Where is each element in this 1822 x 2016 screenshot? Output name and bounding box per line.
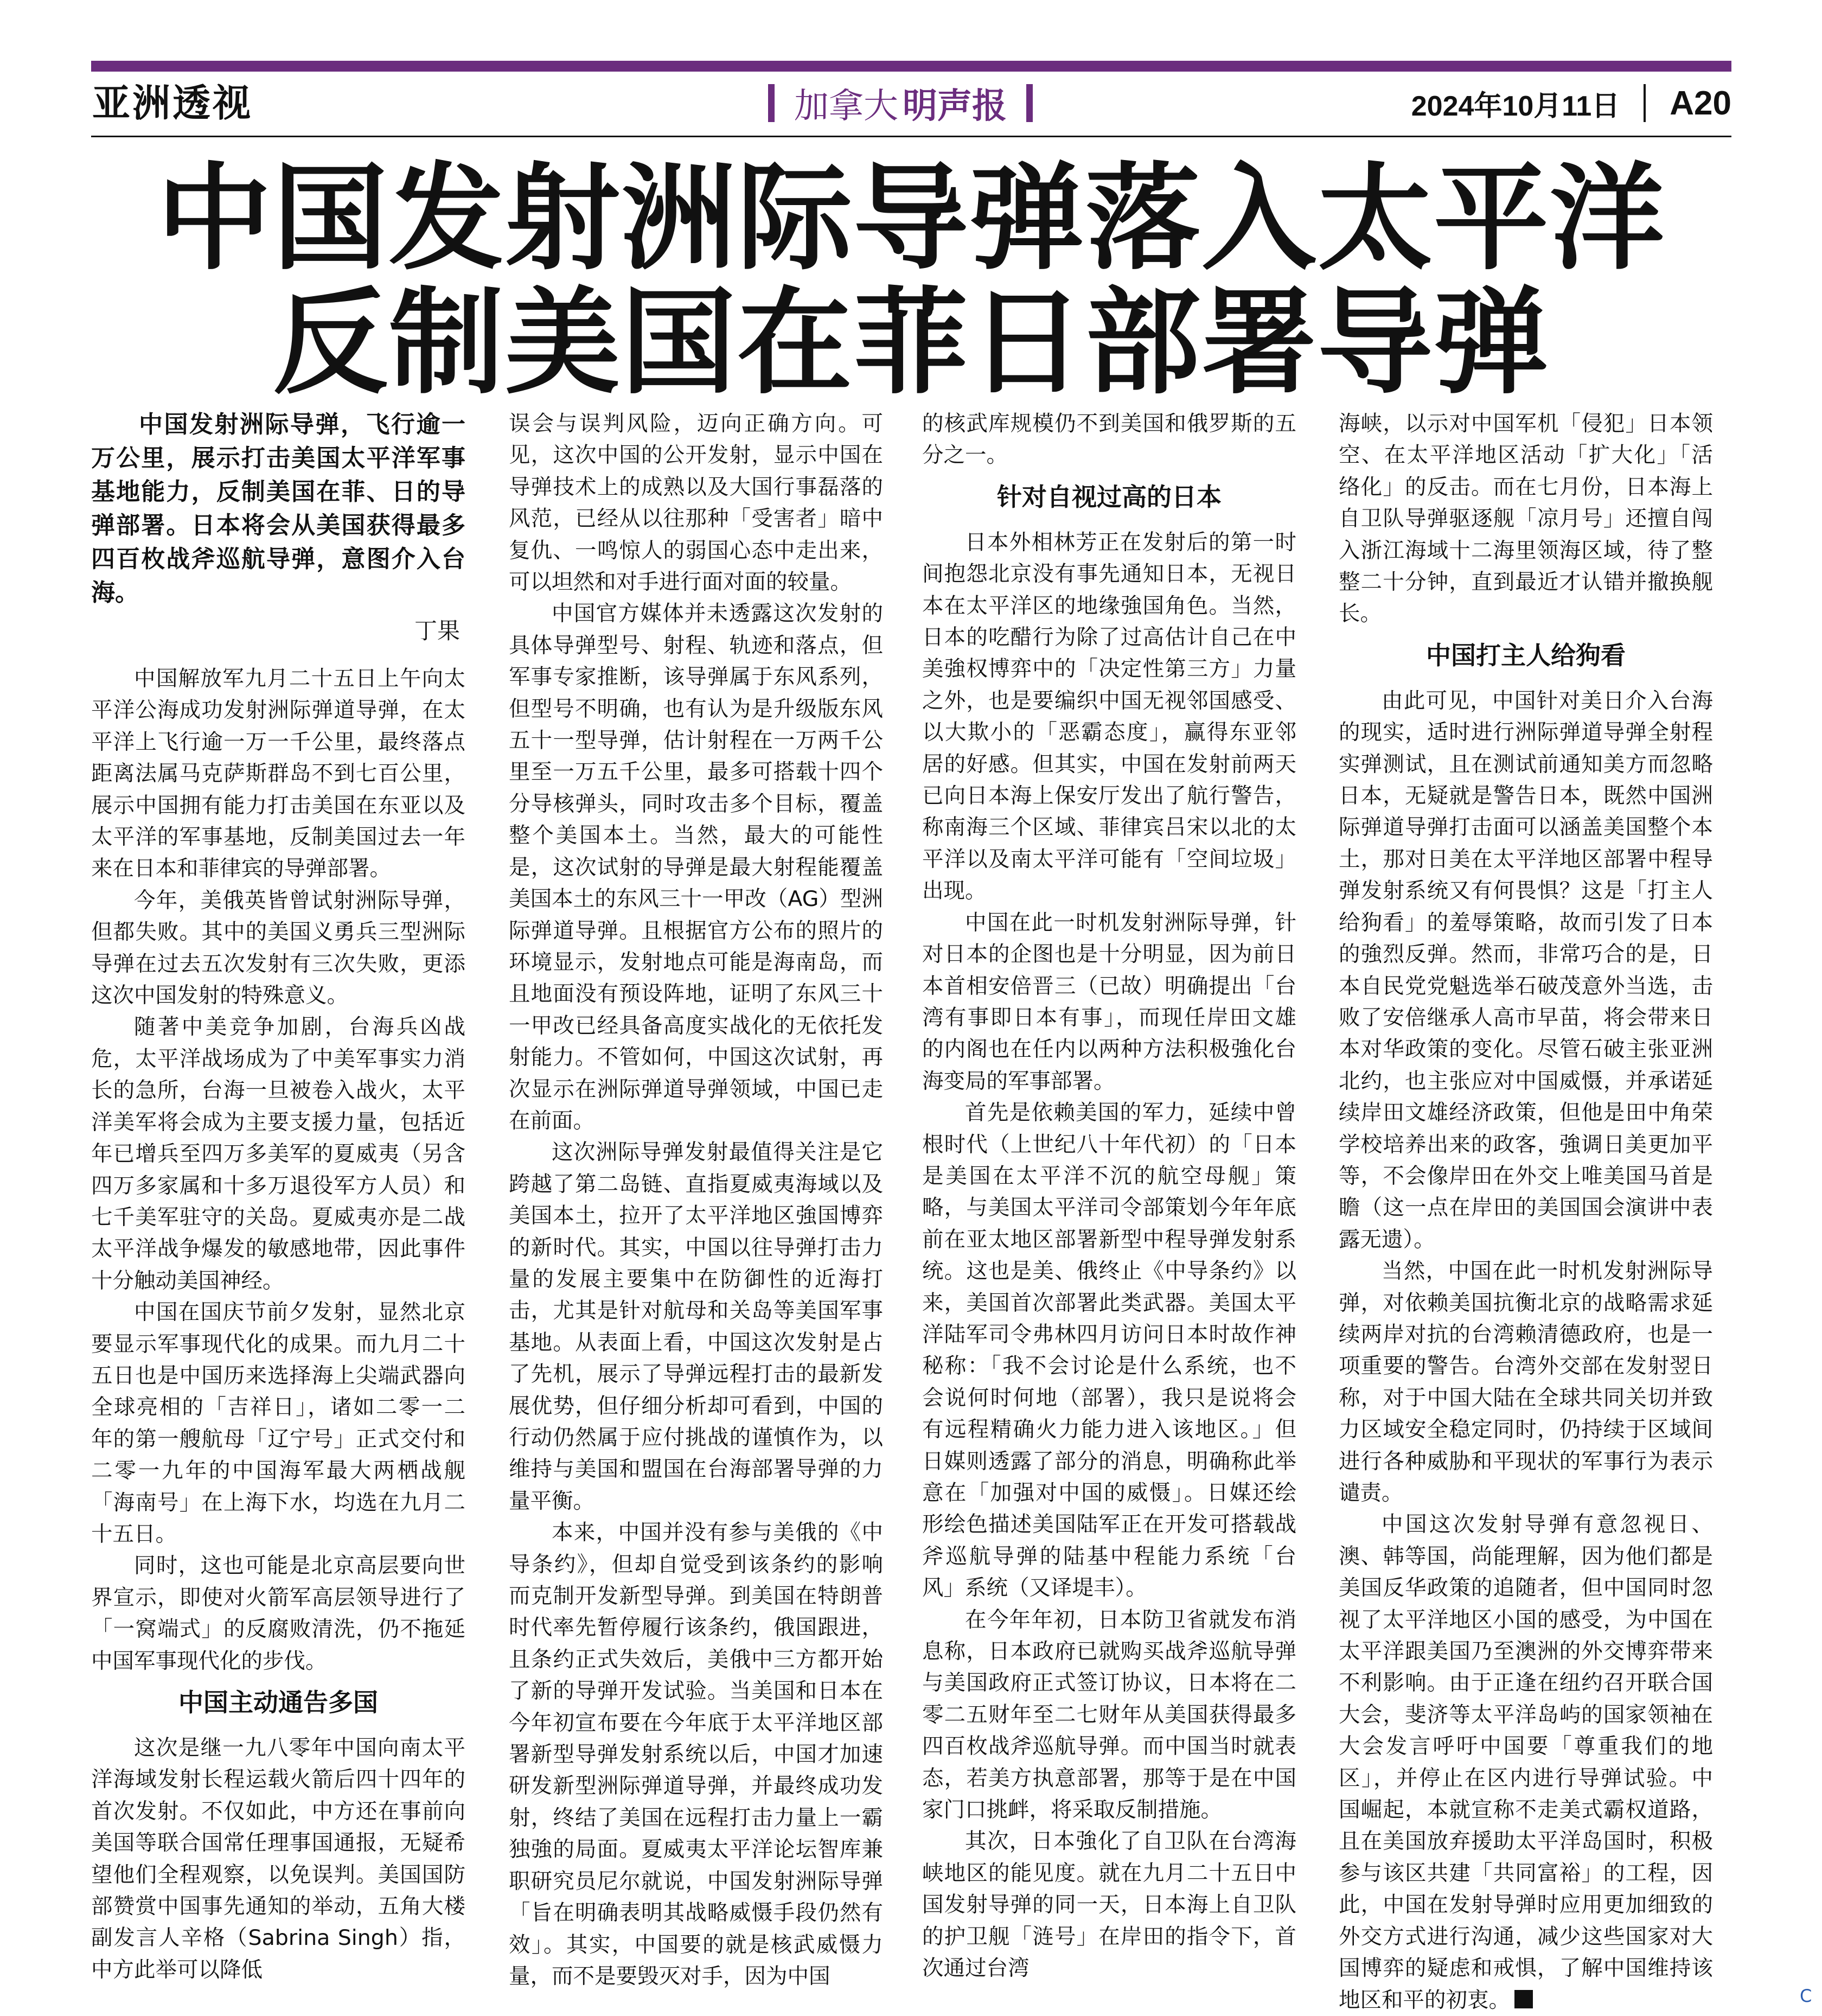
paragraph: 中国解放军九月二十五日上午向太平洋公海成功发射洲际弹道导弹，在太平洋上飞行逾一万一千公里，最终落点距离法属马克萨斯群岛不到七百公里，展示中国拥有能力打击美国在东亚以及太平洋的军事基地，反制美国过去一年来在日本和菲律宾的导弹部署。 [91,666,465,882]
paragraph: 同时，这也可能是北京高层要向世界宣示，即使对火箭军高层领导进行了「一窝端式」的反腐败清洗，仍不拖延中国军事现代化的步伐。 [91,1553,465,1674]
headline-line-1: 中国发射洲际导弹落入太平洋 [157,151,1666,285]
end-mark [1514,1990,1533,2008]
paragraph: 由此可见，中国针对美日介入台海的现实，适时进行洲际弹道导弹全射程实弹测试，且在测试前通知美方而忽略日本，无疑就是警告日本，既然中国洲际弹道导弹打击面可以涵盖美国整个本土，那对日美在太平洋地区部署中程导弹发射系统又有何畏惧？这是「打主人给狗看」的羞辱策略，故而引发了日本的強烈反弹。然而，非常巧合的是，日本自民党党魁选举石破茂意外当选，击败了安倍继承人高市早苗，将会带来日本对华政策的变化。尽管石破主张亚洲北约，也主张应对中国威慑，并承诺延续岸田文雄经济政策，但他是田中角荣学校培养出来的政客，強调日美更加平等，不会像岸田在外交上唯美国马首是瞻（这一点在岸田的美国国会演讲中表露无遗）。 [1339,688,1713,1252]
paragraph: 这次洲际导弹发射最值得关注是它跨越了第二岛链、直指夏威夷海域以及美国本土，拉开了太平洋地区強国博弈的新时代。其实，中国以往导弹打击力量的发展主要集中在防御性的近海打击，尤其是针对航母和关岛等美国军事基地。从表面上看，中国这次发射是占了先机，展示了导弹远程打击的最新发展优势，但仔细分析却可看到，中国的行动仍然属于应付挑战的谨慎作为，以维持与美国和盟国在台海部署导弹的力量平衡。 [509,1140,883,1514]
paragraph: 中国在国庆节前夕发射，显然北京要显示军事现代化的成果。而九月二十五日也是中国历来选择海上尖端武器向全球亮相的「吉祥日」，诸如二零一二年的第一艘航母「辽宁号」正式交付和二零一九年的中国海军最大两栖战舰「海南号」在上海下水，均选在九月二十五日。 [91,1300,465,1547]
paragraph: 本来，中国并没有参与美俄的《中导条约》，但却自觉受到该条约的影响而克制开发新型导弹。到美国在特朗普时代率先暂停履行该条约，俄国跟进，且条约正式失效后，美俄中三方都开始了新的导弹开发试验。当美国和日本在今年初宣布要在今年底于太平洋地区部署新型导弹发射系统以后，中国才加速研发新型洲际弹道导弹，并最终成功发射，终结了美国在远程打击力量上一霸独強的局面。夏威夷太平洋论坛智库兼职研究员尼尔就说，中国发射洲际导弹「旨在明确表明其战略威慑手段仍然有效」。其实，中国要的就是核武威慑力量，而不是要毁灭对手，因为中国 [509,1520,883,1989]
masthead [749,76,1052,130]
lead-paragraph: 中国发射洲际导弹，飞行逾一万公里，展示打击美国太平洋军事基地能力，反制美国在菲、日的导弹部署。日本将会从美国获得最多四百枚战斧巡航导弹，意图介入台海。 [91,411,465,607]
paragraph: 中国在此一时机发射洲际导弹，针对日本的企图也是十分明显，因为前日本首相安倍晋三（已故）明确提出「台湾有事即日本有事」，而现任岸田文雄的内阁也在任内以两种方法积极強化台海变局的军事部署。 [922,910,1296,1094]
column-3 [922,408,1296,1985]
paragraph-continued: 海峡，以示对中国军机「侵犯」日本领空、在太平洋地区活动「扩大化」「活络化」的反击。而在七月份，日本海上自卫队导弹驱逐舰「凉月号」还擅自闯入浙江海域十二海里领海区域，待了整整二十分钟，直到最近才认错并撤换舰长。 [1339,411,1713,627]
masthead-bar-right [1026,84,1033,122]
paragraph: 中国官方媒体并未透露这次发射的具体导弹型号、射程、轨迹和落点，但军事专家推断，该导弹属于东风系列，但型号不明确，也有认为是升级版东风五十一型导弹，估计射程在一万两千公里至一万五千公里，最多可搭载十四个分导核弹头，同时攻击多个目标，覆盖整个美国本土。当然，最大的可能性是，这次试射的导弹是最大射程能覆盖美国本土的东风三十一甲改（AG）型洲际弹道导弹。且根据官方公布的照片的环境显示，发射地点可能是海南岛，而且地面没有预设阵地，证明了东风三十一甲改已经具备高度实战化的无依托发射能力。不管如何，中国这次试射，再次显示在洲际弹道导弹领域，中国已走在前面。 [509,601,883,1133]
author-byline: 丁果 [414,617,460,644]
corner-mark: C [1800,1986,1812,2006]
headline-line-2: 反制美国在菲日部署导弹 [273,276,1550,410]
header-rule [91,136,1731,137]
column-1 [91,408,465,1986]
paragraph: 随著中美竞争加剧，台海兵凶战危，太平洋战场成为了中美军事实力消长的急所，台海一旦被卷入战火，太平洋美军将会成为主要支援力量，包括近年已增兵至四万多美军的夏威夷（另含四万多家属和十多万退役军方人员）和七千美军驻守的关岛。夏威夷亦是二战太平洋战争爆发的敏感地带，因此事件十分触动美国神经。 [91,1015,465,1293]
paragraph: 首先是依赖美国的军力，延续中曾根时代（上世纪八十年代初）的「日本是美国在太平洋不沉的航空母舰」策略，与美国太平洋司令部策划今年年底前在亚太地区部署新型中程导弹发射系统。这也是美、俄终止《中导条约》以来，美国首次部署此类武器。美国太平洋陆军司令弗林四月访问日本时故作神秘称：「我不会讨论是什么系统，也不会说何时何地（部署），我只是说将会有远程精确火力能力进入该地区。」但日媒则透露了部分的消息，明确称此举意在「加强对中国的威慑」。日媒还绘形绘色描述美国陆军正在开发可搭载战斧巡航导弹的陆基中程能力系统「台风」系统（又译堤丰）。 [922,1100,1296,1601]
date-separator [1644,84,1646,122]
paragraph-continued: 误会与误判风险，迈向正确方向。可见，这次中国的公开发射，显示中国在导弹技术上的成熟以及大国行事磊落的风范，已经从以往那种「受害者」暗中复仇、一鸣惊人的弱国心态中走出来，可以坦然和对手进行面对面的较量。 [509,411,883,595]
paragraph: 当然，中国在此一时机发射洲际导弹，对依赖美国抗衡北京的战略需求延续两岸对抗的台湾赖清德政府，也是一项重要的警告。台湾外交部在发射翌日称，对于中国大陆在全球共同关切并致力区域安全稳定同时，仍持续于区域间进行各种威胁和平现状的军事行为表示谴责。 [1339,1259,1713,1505]
masthead-prefix: 加拿大 [794,86,898,126]
paragraph: 今年，美俄英皆曾试射洲际导弹，但都失败。其中的美国义勇兵三型洲际导弹在过去五次发射有三次失败，更添这次中国发射的特殊意义。 [91,888,465,1009]
subheading-2: 针对自视过高的日本 [997,482,1222,512]
final-text: 中国这次发射导弹有意忽视日、澳、韩等国，尚能理解，因为他们都是美国反华政策的追随者，但中国同时忽视了太平洋地区小国的感受，为中国在太平洋跟美国乃至澳洲的外交博弈带来不利影响。由于正逢在纽约召开联合国大会，斐济等太平洋岛屿的国家领袖在大会发言呼吁中国要「尊重我们的地区」，并停止在区内进行导弹试验。中国崛起，本就宣称不走美式霸权道路，且在美国放弃援助太平洋岛国时，积极参与该区共建「共同富裕」的工程，因此，中国在发射导弹时应用更加细致的外交方式进行沟通，减少这些国家对大国博弈的疑虑和戒惧，了解中国维持该地区和平的初衷。 [1339,1512,1713,2013]
top-accent-bar [91,61,1731,72]
paragraph: 在今年年初，日本防卫省就发布消息称，日本政府已就购买战斧巡航导弹与美国政府正式签订协议，日本将在二零二五财年至二七财年从美国获得最多四百枚战斧巡航导弹。而中国当时就表态，若美方执意部署，那等于是在中国家门口挑衅，将采取反制措施。 [922,1607,1296,1823]
paragraph-final [1339,1509,1713,2016]
subheading-3: 中国打主人给狗看 [1426,640,1626,670]
paragraph: 其次，日本強化了自卫队在台湾海峡地区的能见度。就在九月二十五日中国发射导弹的同一天，日本海上自卫队的护卫舰「涟号」在岸田的指令下，首次通过台湾 [922,1829,1296,1981]
paragraph: 日本外相林芳正在发射后的第一时间抱怨北京没有事先通知日本，无视日本在太平洋区的地缘強国角色。当然，日本的吃醋行为除了过高估计自己在中美強权博弈中的「决定性第三方」力量之外，也是要编织中国无视邻国感受、以大欺小的「恶霸态度」，赢得东亚邻居的好感。但其实，中国在发射前两天已向日本海上保安厅发出了航行警告，称南海三个区域、菲律宾吕宋以北的太平洋以及南太平洋可能有「空间垃圾」出现。 [922,529,1296,904]
subheading-1: 中国主动通告多国 [178,1688,378,1717]
page-number: A20 [1670,84,1731,122]
paragraph-continued: 的核武库规模仍不到美国和俄罗斯的五分之一。 [922,411,1296,468]
date-block [1411,76,1731,130]
section-title: 亚洲透视 [92,80,253,125]
issue-date: 2024年10月11日 [1411,90,1620,122]
paragraph: 这次是继一九八零年中国向南太平洋海域发射长程运载火箭后四十四年的首次发射。不仅如此，中方还在事前向美国等联合国常任理事国通报，无疑希望他们全程观察，以免误判。美国国防部赞赏中国事先通知的举动，五角大楼副发言人辛格（Sabrina Singh）指，中方此举可以降低 [91,1736,465,1982]
masthead-brand: 明声报 [903,86,1007,126]
column-4 [1339,408,1713,2016]
column-2 [509,408,883,1992]
masthead-bar-left [768,84,775,122]
